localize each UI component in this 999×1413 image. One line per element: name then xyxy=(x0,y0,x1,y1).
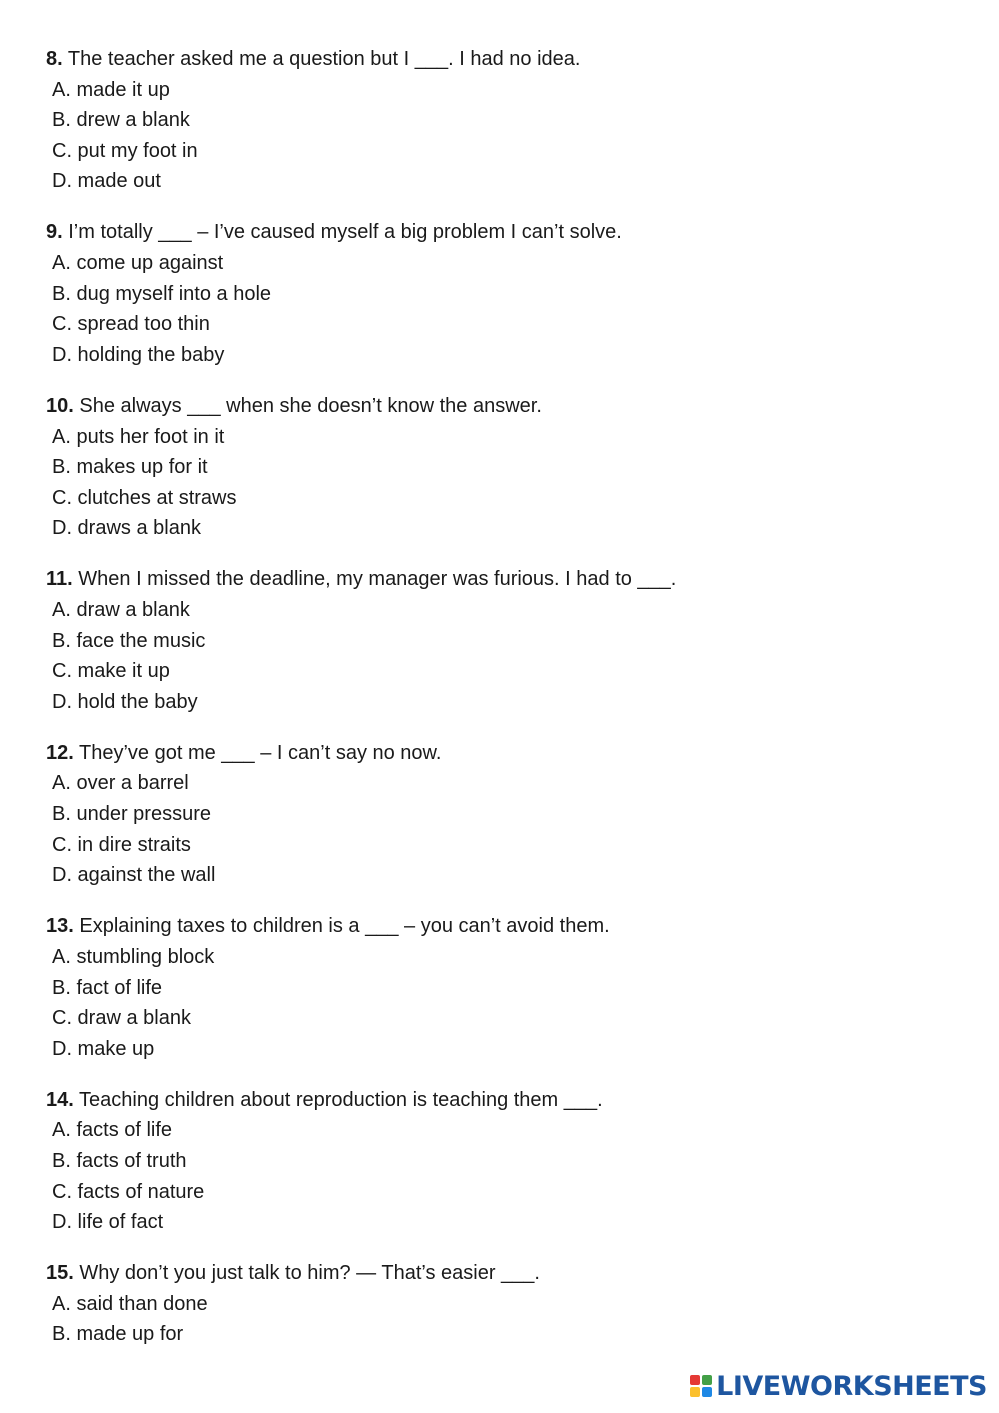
question-15 xyxy=(46,1258,959,1350)
question-12 xyxy=(46,738,959,891)
question-text xyxy=(46,738,959,769)
option-a[interactable]: A. said than done xyxy=(52,1292,208,1315)
question-10 xyxy=(46,391,959,544)
liveworksheets-logo-icon xyxy=(690,1375,712,1397)
liveworksheets-brand xyxy=(690,1369,987,1403)
question-prompt: Explaining taxes to children is a ___ – you can’t avoid them. xyxy=(79,915,610,938)
option-d[interactable]: D. hold the baby xyxy=(52,690,198,713)
option-c[interactable]: C. draw a blank xyxy=(52,1007,191,1030)
question-prompt: Teaching children about reproduction is teaching them ___. xyxy=(79,1088,603,1111)
option-c[interactable]: C. clutches at straws xyxy=(52,486,237,509)
option-a[interactable]: A. stumbling block xyxy=(52,945,215,968)
option-a[interactable]: A. facts of life xyxy=(52,1119,173,1142)
option-b[interactable]: B. facts of truth xyxy=(52,1150,187,1172)
option-c[interactable]: C. make it up xyxy=(52,660,170,683)
question-prompt: When I missed the deadline, my manager was furious. I had to ___. xyxy=(78,568,677,591)
logo-tile-red xyxy=(690,1375,700,1385)
question-text xyxy=(46,911,959,942)
question-text xyxy=(46,1085,959,1116)
option-d[interactable]: D. life of fact xyxy=(52,1211,164,1234)
option-b[interactable]: B. face the music xyxy=(52,629,206,652)
option-a[interactable]: A. made it up xyxy=(52,78,170,101)
option-d[interactable]: D. holding the baby xyxy=(52,343,225,366)
question-number: 14. xyxy=(46,1088,74,1111)
option-d[interactable]: D. make up xyxy=(52,1037,155,1060)
logo-tile-green xyxy=(702,1375,712,1385)
question-number: 12. xyxy=(46,741,74,764)
option-b[interactable]: B. under pressure xyxy=(52,803,211,826)
option-c[interactable]: C. facts of nature xyxy=(52,1180,205,1203)
question-text xyxy=(46,391,959,422)
question-13 xyxy=(46,911,959,1064)
brand-name: LIVEWORKSHEETS xyxy=(716,1370,987,1402)
option-b[interactable]: B. made up for xyxy=(52,1323,184,1346)
option-c[interactable]: C. put my foot in xyxy=(52,139,198,162)
question-number: 10. xyxy=(46,394,74,417)
question-number: 9. xyxy=(46,221,63,244)
option-d[interactable]: D. made out xyxy=(52,170,161,193)
question-text xyxy=(46,1258,959,1289)
question-number: 11. xyxy=(46,568,73,591)
logo-tile-blue xyxy=(702,1387,712,1397)
option-a[interactable]: A. come up against xyxy=(52,252,224,275)
question-11 xyxy=(46,564,959,717)
option-b[interactable]: B. drew a blank xyxy=(52,109,190,132)
question-prompt: She always ___ when she doesn’t know the answer. xyxy=(79,394,542,417)
question-text xyxy=(46,217,959,248)
option-c[interactable]: C. in dire straits xyxy=(52,833,191,856)
option-b[interactable]: B. makes up for it xyxy=(52,456,208,479)
question-number: 13. xyxy=(46,915,74,938)
option-a[interactable]: A. draw a blank xyxy=(52,599,190,621)
worksheet xyxy=(46,44,959,1371)
option-a[interactable]: A. puts her foot in it xyxy=(52,425,225,448)
question-number: 8. xyxy=(46,48,63,70)
option-a[interactable]: A. over a barrel xyxy=(52,772,189,795)
question-prompt: I’m totally ___ – I’ve caused myself a big problem I can’t solve. xyxy=(68,221,622,244)
option-b[interactable]: B. dug myself into a hole xyxy=(52,282,272,305)
question-prompt: They’ve got me ___ – I can’t say no now. xyxy=(79,741,442,764)
question-9 xyxy=(46,217,959,370)
question-number: 15. xyxy=(46,1262,74,1285)
option-d[interactable]: D. draws a blank xyxy=(52,517,201,540)
option-c[interactable]: C. spread too thin xyxy=(52,313,210,336)
logo-tile-yellow xyxy=(690,1387,700,1397)
question-text xyxy=(46,564,959,595)
option-b[interactable]: B. fact of life xyxy=(52,976,163,999)
question-8 xyxy=(46,44,959,197)
option-d[interactable]: D. against the wall xyxy=(52,864,216,887)
question-14 xyxy=(46,1085,959,1238)
question-prompt: The teacher asked me a question but I ___. I had no idea. xyxy=(67,48,581,70)
question-text xyxy=(46,44,959,75)
question-prompt: Why don’t you just talk to him? — That’s easier ___. xyxy=(79,1262,540,1285)
